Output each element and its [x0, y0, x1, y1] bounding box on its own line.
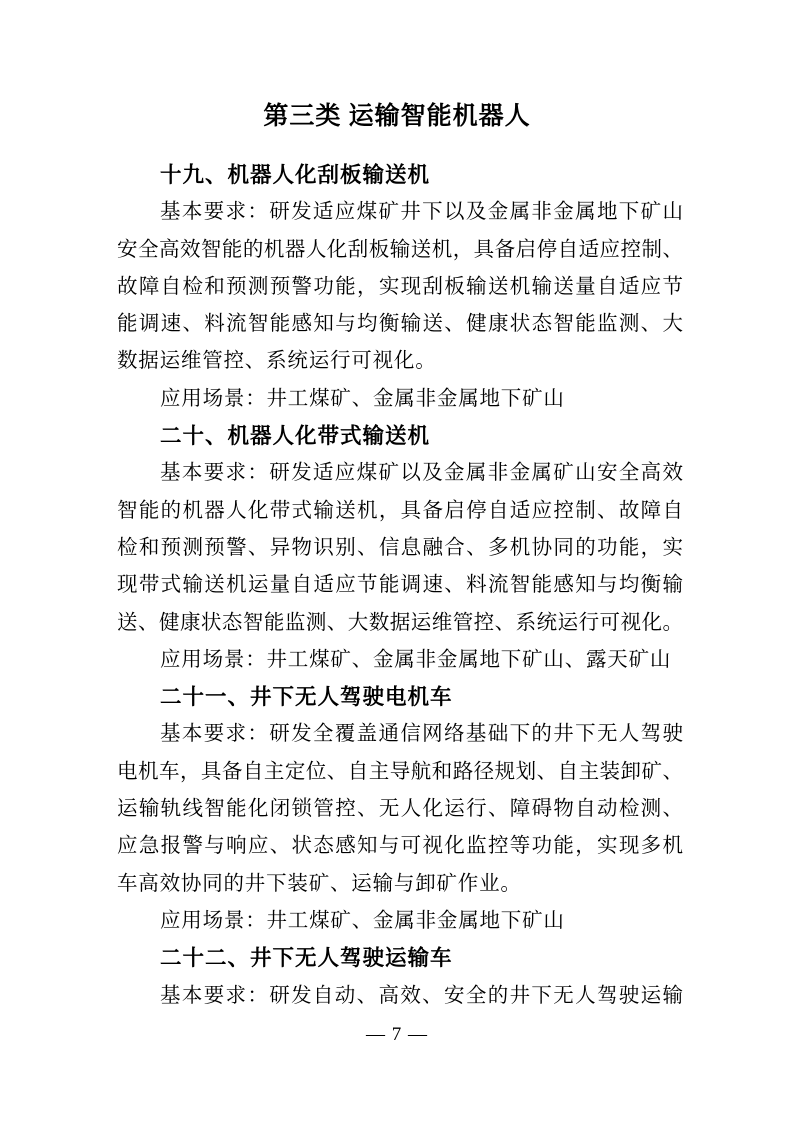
document-title: 第三类 运输智能机器人	[263, 103, 531, 130]
section-heading: 二十一、井下无人驾驶电机车	[160, 685, 453, 710]
section-heading: 二十、机器人化带式输送机	[160, 424, 431, 449]
requirement-line: 故障自检和预测预警功能，实现刮板输送机输送量自适应节	[117, 275, 683, 298]
requirement-line: 基本要求：研发适应煤矿以及金属非金属矿山安全高效	[160, 462, 683, 485]
requirement-line: 现带式输送机运量自适应节能调速、料流智能感知与均衡输	[117, 574, 683, 597]
requirement-line: 安全高效智能的机器人化刮板输送机，具备启停自适应控制、	[117, 238, 683, 261]
requirement-line: 基本要求：研发适应煤矿井下以及金属非金属地下矿山	[160, 201, 683, 224]
requirement-line: 数据运维管控、系统运行可视化。	[117, 350, 437, 373]
requirement-line: 基本要求：研发自动、高效、安全的井下无人驾驶运输	[160, 984, 683, 1007]
requirement-line: 应急报警与响应、状态感知与可视化监控等功能，实现多机	[117, 835, 683, 858]
requirement-line: 智能的机器人化带式输送机，具备启停自适应控制、故障自	[117, 499, 683, 522]
section-heading: 十九、机器人化刮板输送机	[160, 163, 431, 187]
requirement-line: 运输轨线智能化闭锁管控、无人化运行、障碍物自动检测、	[117, 798, 683, 821]
scenario-line: 应用场景：井工煤矿、金属非金属地下矿山	[160, 387, 565, 410]
requirement-line: 送、健康状态智能监测、大数据运维管控、系统运行可视化。	[117, 611, 683, 634]
requirement-line: 电机车，具备自主定位、自主导航和路径规划、自主装卸矿、	[117, 760, 683, 783]
requirement-line: 能调速、料流智能感知与均衡输送、健康状态智能监测、大	[117, 313, 683, 336]
requirement-line: 基本要求：研发全覆盖通信网络基础下的井下无人驾驶	[160, 723, 683, 746]
requirement-line: 车高效协同的井下装矿、运输与卸矿作业。	[117, 872, 522, 895]
section-heading: 二十二、井下无人驾驶运输车	[160, 946, 453, 971]
page-number: — 7 —	[366, 1024, 428, 1045]
requirement-line: 检和预测预警、异物识别、信息融合、多机协同的功能，实	[117, 536, 683, 559]
scenario-line: 应用场景：井工煤矿、金属非金属地下矿山	[160, 909, 565, 932]
scenario-line: 应用场景：井工煤矿、金属非金属地下矿山、露天矿山	[160, 648, 672, 671]
document-body	[117, 157, 683, 1015]
